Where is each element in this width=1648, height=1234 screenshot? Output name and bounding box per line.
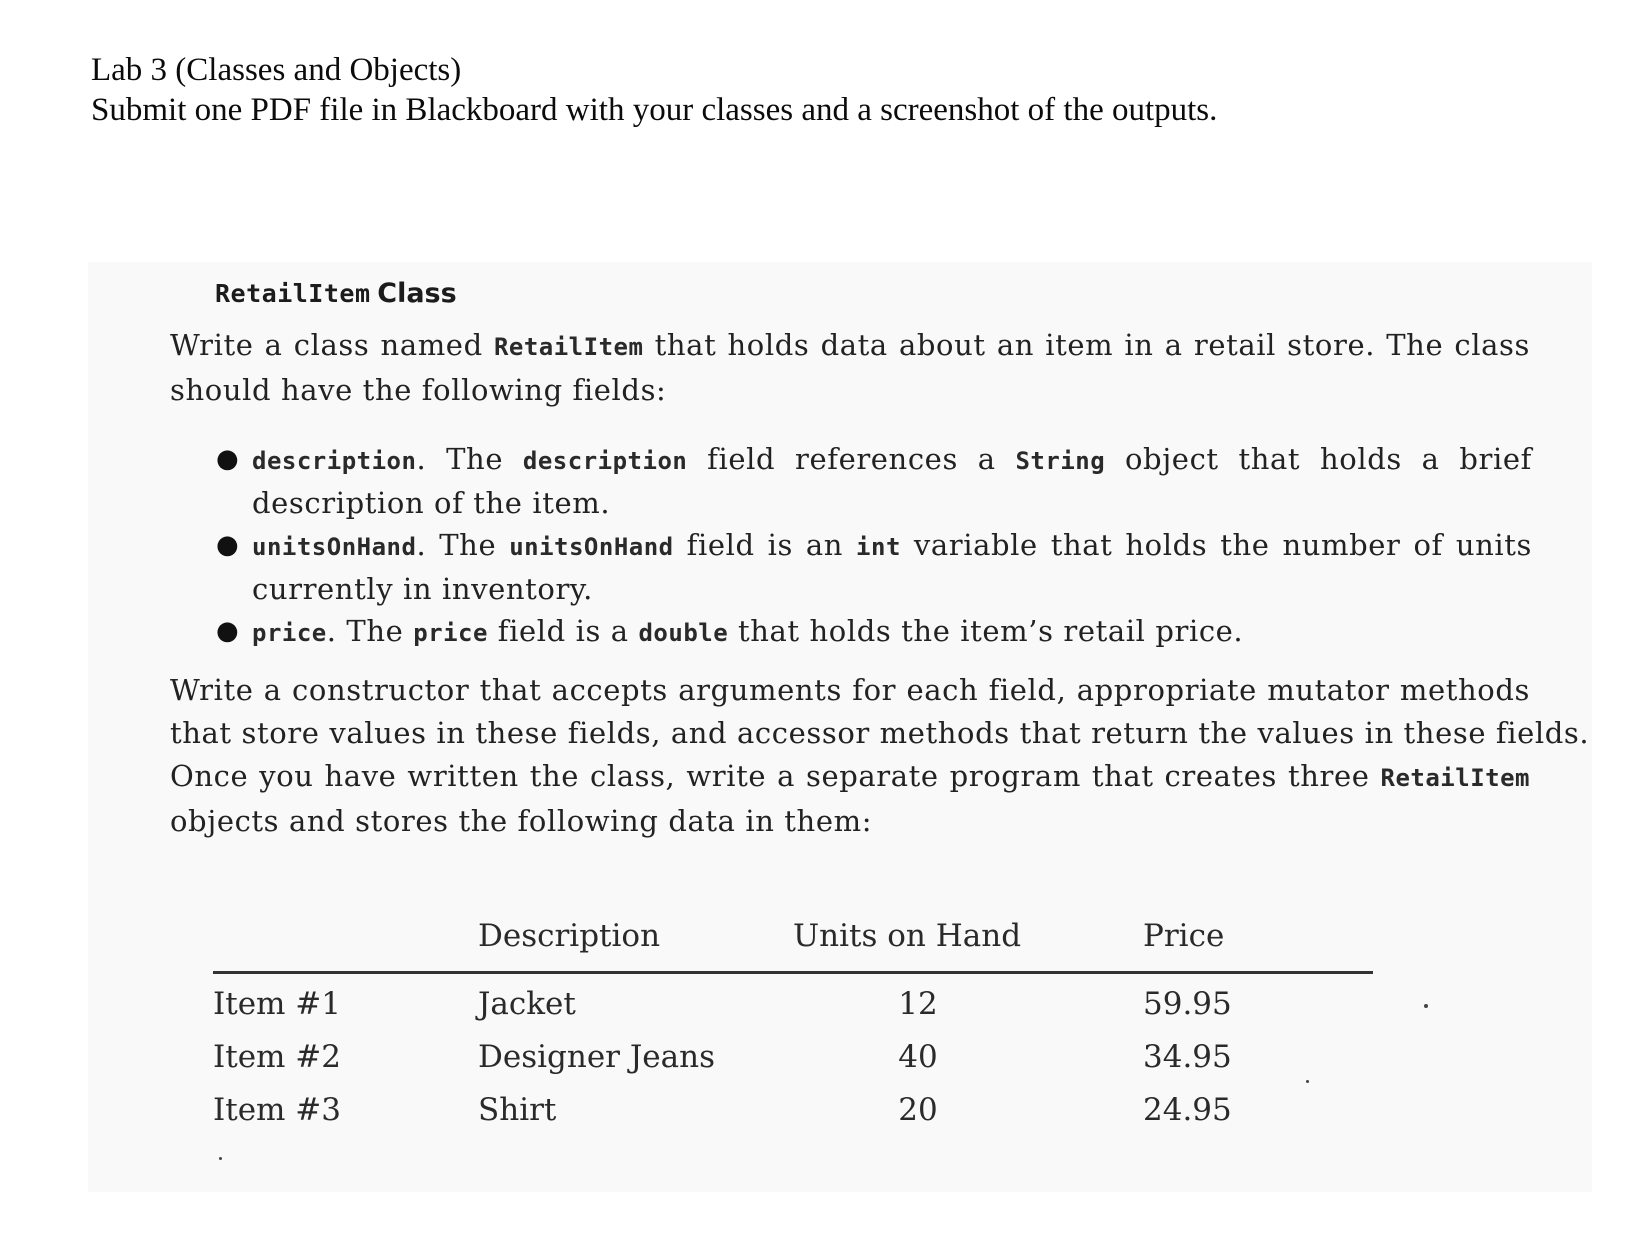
bullet-icon: ● xyxy=(216,444,240,474)
table-row-label: Item #3 xyxy=(213,1092,341,1128)
table-row-label: Item #2 xyxy=(213,1039,341,1075)
table-cell-description: Designer Jeans xyxy=(478,1039,715,1075)
intro-line-2: should have the following fields: xyxy=(170,373,667,407)
scan-speck xyxy=(219,1157,222,1160)
bullet-icon: ● xyxy=(216,616,240,646)
list-item: ● description. The description field references a String object that holds a brief description of the item. xyxy=(212,438,1532,524)
column-header-price: Price xyxy=(1143,918,1225,954)
table-header-rule xyxy=(213,971,1373,974)
list-item: ● price. The price field is a double that holds the item’s retail price. xyxy=(212,610,1532,654)
list-item: ● unitsOnHand. The unitsOnHand field is an int variable that holds the number of units currently in inventory. xyxy=(212,524,1532,610)
table-cell-price: 59.95 xyxy=(1143,986,1232,1022)
table-cell-description: Shirt xyxy=(478,1092,557,1128)
bullet-icon: ● xyxy=(216,530,240,560)
table-cell-price: 34.95 xyxy=(1143,1039,1232,1075)
section-heading xyxy=(215,276,457,311)
table-cell-description: Jacket xyxy=(478,986,576,1022)
lab-title: Lab 3 (Classes and Objects) xyxy=(91,52,462,88)
submission-instructions: Submit one PDF file in Blackboard with your classes and a screenshot of the outputs. xyxy=(91,92,1218,128)
intro-line-1: Write a class named RetailItem that holds data about an item in a retail store. The class xyxy=(170,328,1530,362)
column-header-units: Units on Hand xyxy=(793,918,1022,954)
field-list xyxy=(212,438,1532,654)
assignment-header xyxy=(91,50,1217,130)
section-heading-code: RetailItem xyxy=(215,279,371,308)
table-cell-price: 24.95 xyxy=(1143,1092,1232,1128)
table-cell-units: 40 xyxy=(898,1039,938,1075)
section-heading-word: Class xyxy=(377,278,457,309)
table-row-label: Item #1 xyxy=(213,986,341,1022)
constructor-paragraph: Write a constructor that accepts arguments for each field, appropriate mutator methods that store values in these fields, and accessor methods that return the values in these fields. Once you have written the class, write a separate program that creates three RetailItem objects and stores the following data in them: xyxy=(170,673,1590,838)
column-header-description: Description xyxy=(478,918,661,954)
intro-paragraph xyxy=(170,324,1530,412)
table-cell-units: 20 xyxy=(898,1092,938,1128)
scan-speck xyxy=(1424,1004,1428,1008)
table-cell-units: 12 xyxy=(898,986,938,1022)
scan-speck xyxy=(1306,1080,1309,1083)
